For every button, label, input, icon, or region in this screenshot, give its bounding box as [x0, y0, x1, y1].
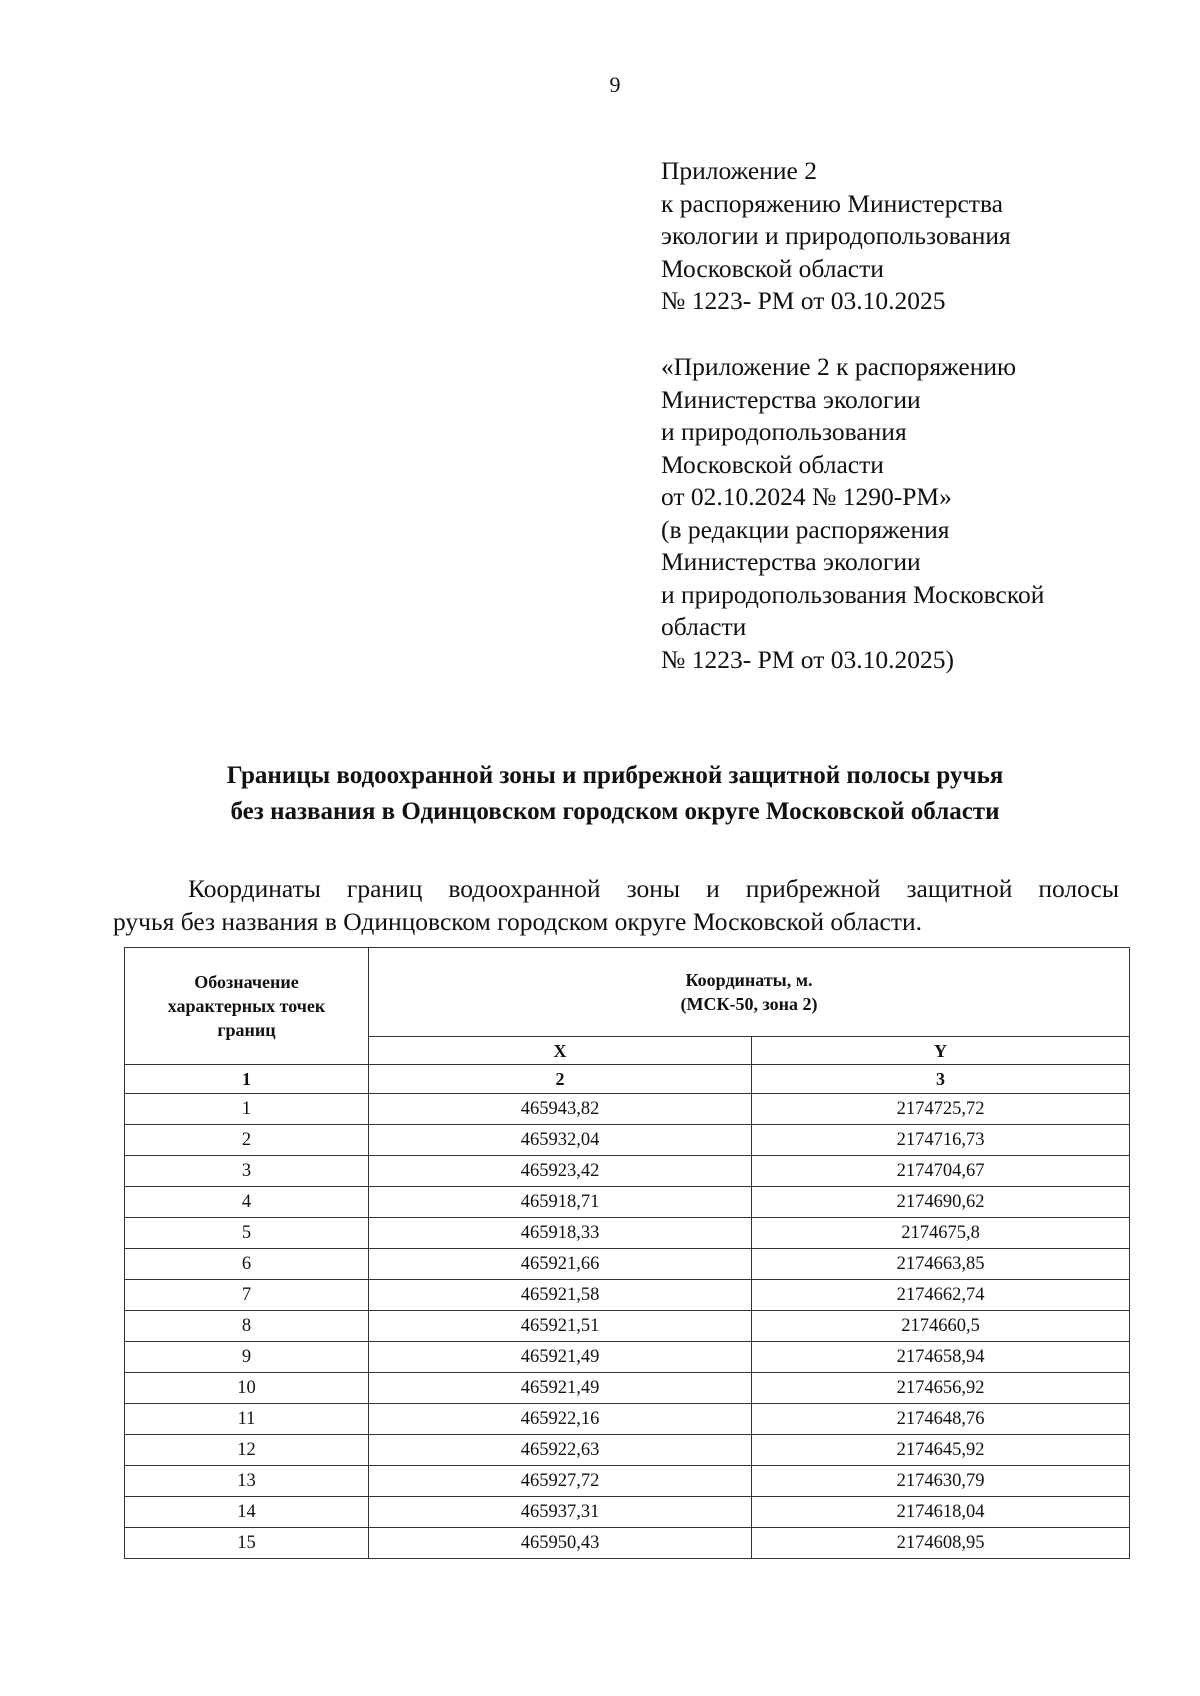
x-coordinate-cell: 465927,72 — [369, 1466, 752, 1497]
point-cell: 7 — [125, 1280, 369, 1311]
appendix-original-reference — [661, 351, 1161, 676]
table-row — [125, 1280, 1130, 1311]
intro-line: ручья без названия в Одинцовском городском округе Московской области. — [113, 907, 923, 936]
x-coordinate-cell: 465921,49 — [369, 1342, 752, 1373]
x-coordinate-cell: 465950,43 — [369, 1528, 752, 1559]
header-coordinates-line: (МСК-50, зона 2) — [680, 994, 818, 1014]
intro-line: Координаты границ водоохранной зоны и прибрежной защитной полосы — [188, 874, 1119, 903]
point-cell: 14 — [125, 1497, 369, 1528]
y-coordinate-cell: 2174663,85 — [752, 1249, 1130, 1280]
appendix-original-line: и природопользования Московской — [661, 579, 1045, 609]
table-row — [125, 1497, 1130, 1528]
column-index: 1 — [125, 1065, 369, 1094]
table-row — [125, 1466, 1130, 1497]
appendix-original-line: (в редакции распоряжения — [661, 514, 950, 544]
point-cell: 8 — [125, 1311, 369, 1342]
document-title — [80, 758, 1150, 830]
appendix-current-line: Приложение 2 — [661, 156, 817, 185]
x-coordinate-cell: 465921,51 — [369, 1311, 752, 1342]
point-cell: 3 — [125, 1156, 369, 1187]
column-index: 2 — [369, 1065, 752, 1094]
y-coordinate-cell: 2174662,74 — [752, 1280, 1130, 1311]
header-x: X — [369, 1037, 752, 1065]
y-coordinate-cell: 2174725,72 — [752, 1094, 1130, 1125]
appendix-original-line: Министерства экологии — [661, 547, 921, 576]
y-coordinate-cell: 2174716,73 — [752, 1125, 1130, 1156]
point-cell: 2 — [125, 1125, 369, 1156]
point-cell: 10 — [125, 1373, 369, 1404]
coordinates-table — [124, 947, 1130, 1559]
appendix-original-line: от 02.10.2024 № 1290-РМ» — [661, 482, 952, 511]
x-coordinate-cell: 465921,66 — [369, 1249, 752, 1280]
column-index: 3 — [752, 1065, 1130, 1094]
point-cell: 9 — [125, 1342, 369, 1373]
appendix-original-line: № 1223- РМ от 03.10.2025) — [661, 644, 954, 674]
table-row — [125, 1249, 1130, 1280]
x-coordinate-cell: 465918,71 — [369, 1187, 752, 1218]
appendix-original-line: Московской области — [661, 449, 884, 479]
appendix-current-line: № 1223- РМ от 03.10.2025 — [661, 286, 946, 315]
table-row — [125, 1404, 1130, 1435]
x-coordinate-cell: 465922,63 — [369, 1435, 752, 1466]
header-coordinates-line: Координаты, м. — [685, 970, 813, 990]
table-row — [125, 1528, 1130, 1559]
y-coordinate-cell: 2174690,62 — [752, 1187, 1130, 1218]
y-coordinate-cell: 2174660,5 — [752, 1311, 1130, 1342]
table-row — [125, 1156, 1130, 1187]
point-cell: 12 — [125, 1435, 369, 1466]
document-title-line: Границы водоохранной зоны и прибрежной защитной полосы ручья — [226, 762, 1004, 789]
table-row — [125, 1094, 1130, 1125]
x-coordinate-cell: 465922,16 — [369, 1404, 752, 1435]
page-number: 9 — [609, 72, 621, 97]
x-coordinate-cell: 465943,82 — [369, 1094, 752, 1125]
appendix-current-line: Московской области — [661, 253, 884, 283]
x-coordinate-cell: 465937,31 — [369, 1497, 752, 1528]
y-coordinate-cell: 2174675,8 — [752, 1218, 1130, 1249]
point-cell: 5 — [125, 1218, 369, 1249]
y-coordinate-cell: 2174618,04 — [752, 1497, 1130, 1528]
y-coordinate-cell: 2174658,94 — [752, 1342, 1130, 1373]
appendix-original-line: и природопользования — [661, 417, 907, 446]
point-cell: 6 — [125, 1249, 369, 1280]
header-coordinates — [369, 948, 1130, 1037]
header-y: Y — [752, 1037, 1130, 1065]
y-coordinate-cell: 2174704,67 — [752, 1156, 1130, 1187]
appendix-current-line: к распоряжению Министерства — [661, 188, 1003, 218]
appendix-original-line: «Приложение 2 к распоряжению — [661, 352, 1017, 381]
point-cell: 15 — [125, 1528, 369, 1559]
x-coordinate-cell: 465923,42 — [369, 1156, 752, 1187]
appendix-original-line: области — [661, 612, 747, 641]
coordinates-table-body — [125, 1094, 1130, 1559]
header-point-designation-text: Обозначение характерных точек границ — [167, 972, 326, 1040]
appendix-original-line: Министерства экологии — [661, 384, 921, 414]
table-row — [125, 1125, 1130, 1156]
point-cell: 13 — [125, 1466, 369, 1497]
document-title-line: без названия в Одинцовском городском округе Московской области — [230, 798, 1000, 825]
x-coordinate-cell: 465918,33 — [369, 1218, 752, 1249]
y-coordinate-cell: 2174608,95 — [752, 1528, 1130, 1559]
x-coordinate-cell: 465932,04 — [369, 1125, 752, 1156]
appendix-current-line: экологии и природопользования — [661, 221, 1011, 250]
table-row — [125, 1435, 1130, 1466]
intro-paragraph — [113, 872, 1119, 938]
point-cell: 4 — [125, 1187, 369, 1218]
appendix-current-reference — [661, 155, 1161, 318]
y-coordinate-cell: 2174630,79 — [752, 1466, 1130, 1497]
x-coordinate-cell: 465921,58 — [369, 1280, 752, 1311]
table-row — [125, 1311, 1130, 1342]
table-row — [125, 1187, 1130, 1218]
x-coordinate-cell: 465921,49 — [369, 1373, 752, 1404]
y-coordinate-cell: 2174645,92 — [752, 1435, 1130, 1466]
table-row — [125, 1342, 1130, 1373]
point-cell: 11 — [125, 1404, 369, 1435]
table-row — [125, 1373, 1130, 1404]
table-row — [125, 1218, 1130, 1249]
point-cell: 1 — [125, 1094, 369, 1125]
header-point-designation — [125, 948, 369, 1065]
y-coordinate-cell: 2174656,92 — [752, 1373, 1130, 1404]
y-coordinate-cell: 2174648,76 — [752, 1404, 1130, 1435]
